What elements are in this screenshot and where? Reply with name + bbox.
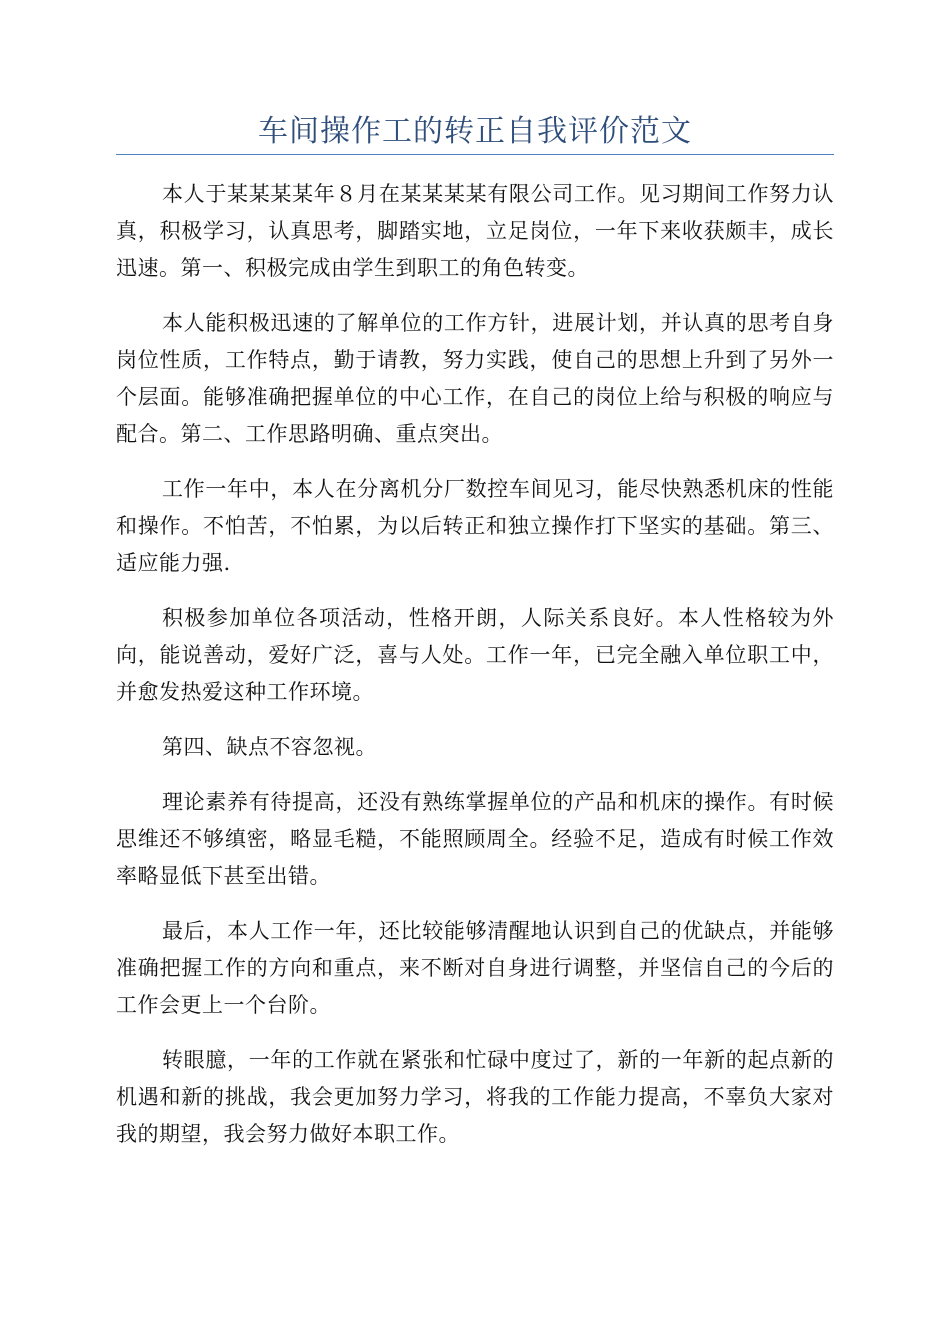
paragraph: 理论素养有待提高，还没有熟练掌握单位的产品和机床的操作。有时候思维还不够缜密，略显毛糙，不能照顾周全。经验不足，造成有时候工作效率略显低下甚至出错。 — [116, 790, 834, 888]
paragraph: 转眼臆，一年的工作就在紧张和忙碌中度过了，新的一年新的起点新的机遇和新的挑战，我会更加努力学习，将我的工作能力提高，不辜负大家对我的期望，我会努力做好本职工作。 — [116, 1048, 834, 1146]
paragraph: 最后，本人工作一年，还比较能够清醒地认识到自己的优缺点，并能够准确把握工作的方向和重点，来不断对自身进行调整，并坚信自己的今后的工作会更上一个台阶。 — [116, 919, 834, 1017]
paragraph: 第四、缺点不容忽视。 — [162, 735, 377, 759]
document-body — [116, 176, 834, 1171]
document-title: 车间操作工的转正自我评价范文 — [258, 114, 692, 149]
paragraph: 本人能积极迅速的了解单位的工作方针，进展计划，并认真的思考自身岗位性质，工作特点，勤于请教，努力实践，使自己的思想上升到了另外一个层面。能够准确把握单位的中心工作，在自己的岗位上给与积极的响应与配合。第二、工作思路明确、重点突出。 — [116, 311, 834, 446]
paragraph: 积极参加单位各项活动，性格开朗，人际关系良好。本人性格较为外向，能说善动，爱好广泛，喜与人处。工作一年，已完全融入单位职工中，并愈发热爱这种工作环境。 — [116, 606, 834, 704]
title-underline — [116, 154, 834, 155]
paragraph: 本人于某某某某年８月在某某某某有限公司工作。见习期间工作努力认真，积极学习，认真思考，脚踏实地，立足岗位，一年下来收获颇丰，成长迅速。第一、积极完成由学生到职工的角色转变。 — [116, 182, 834, 280]
paragraph: 工作一年中，本人在分离机分厂数控车间见习，能尽快熟悉机床的性能和操作。不怕苦，不怕累，为以后转正和独立操作打下坚实的基础。第三、适应能力强. — [116, 477, 834, 575]
